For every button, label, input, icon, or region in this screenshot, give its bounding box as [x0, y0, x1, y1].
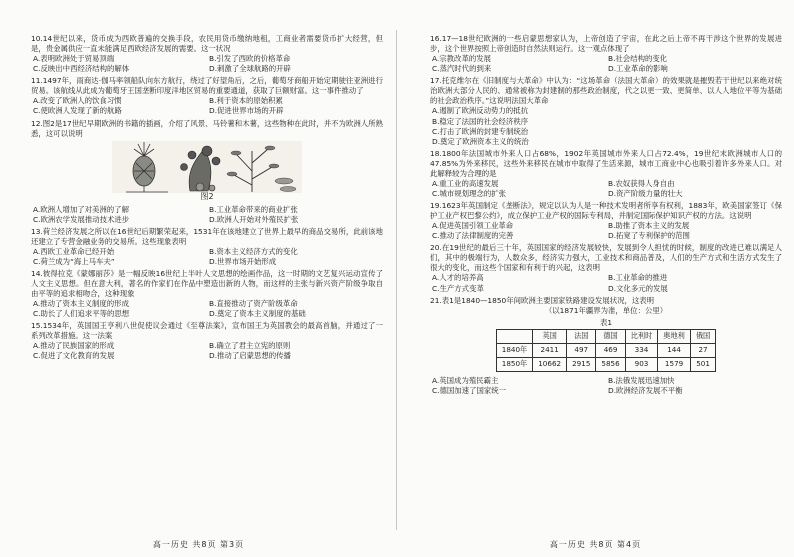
- page-footer: 高一历史 共8页 第3页: [152, 540, 245, 550]
- table-header-cell: 法国: [567, 329, 596, 343]
- option-d[interactable]: D.拓宽了专利保护的范围: [608, 231, 690, 241]
- option-c[interactable]: C.助长了人们追求平等的思想: [33, 309, 130, 319]
- table-cell: 497: [567, 343, 596, 357]
- table-cell: 27: [690, 343, 715, 357]
- table-header-cell: 比利时: [625, 329, 658, 343]
- table-cell: 10662: [533, 357, 567, 371]
- table-header-cell: 奥地利: [658, 329, 691, 343]
- option-b[interactable]: B.资本主义经济方式的变化: [209, 246, 298, 256]
- page-right: [397, 0, 794, 557]
- table-cell: 144: [658, 343, 691, 357]
- option-b[interactable]: B.直接推动了资产阶级革命: [209, 299, 298, 309]
- question-stem: 13.荷兰经济发展之所以在16世纪后期繁荣起来，1531年在该地建立了世界上最早的商品交易所，此前该地还建立了专营金融业务的交易所。这些现象表明: [31, 226, 383, 246]
- question-stem: 18.1800年法国城市外来人口占68%，1902年英国城市外来人口占72.4%，19世纪末欧洲城市人口的47.85%为外来移民，这些外来移民在城市中取得了生活来源，城市工商业中心也吸引着许多外来人口。对此解释较为合理的是: [430, 148, 782, 178]
- option-a[interactable]: A.表明欧洲处于贸易顶端: [33, 54, 115, 64]
- question-stem: 14.彼得拉克《蒙娜丽莎》是一幅反映16世纪上半叶人文思想的绘画作品，这一时期的文艺复兴运动宣传了人文主义思想。但在意大利，著名的作家们在作品中塑造出新的人物，而这样的主张与新兴资产阶级争取自由平等的追求相吻合，这种现象: [31, 268, 383, 298]
- option-c[interactable]: C.城市规划理念的扩张: [432, 188, 507, 198]
- question-11: [31, 76, 383, 116]
- question-stem: 19.1623年英国制定《垄断法》，规定以认为人是一种技术发明者所享有权利，1883年，欧美国家签订《保护工业产权巴黎公约》，成立保护工业产权的国际专利局，并制定国际保护知识产权的方法。这说明: [430, 201, 782, 221]
- question-12: [31, 119, 383, 225]
- option-d[interactable]: D.欧洲人开始对外殖民扩张: [209, 214, 299, 224]
- option-c[interactable]: C.荷兰成为“海上马车夫”: [33, 256, 115, 266]
- option-b[interactable]: B.助推了资本主义的发展: [608, 221, 690, 231]
- option-d[interactable]: D.促进世界市场的开辟: [209, 106, 284, 116]
- table-header-cell: 英国: [533, 329, 567, 343]
- option-a[interactable]: A.欧洲人增加了对美洲的了解: [33, 204, 129, 214]
- table-label: 表1: [599, 317, 613, 327]
- table-cell: 2915: [567, 357, 596, 371]
- option-a[interactable]: A.遏制了欧洲反动势力的抵抗: [432, 106, 528, 116]
- table-cell: 1850年: [496, 357, 532, 371]
- option-d[interactable]: D.资产阶级力量的壮大: [608, 188, 683, 198]
- question-stem: 16.17—18世纪欧洲的一些启蒙思想家认为，上帝创造了宇宙，在此之后上帝不再干涉这个世界的发展进步，这个世界按照上帝创造时自然法则运行。这一观点体现了: [430, 34, 782, 54]
- question-stem: 12.图2是17世纪早期欧洲的书籍的插画，介绍了风景、马铃薯和木薯，这些物种在此时，并不为欧洲人所熟悉，这可以说明: [31, 118, 383, 138]
- option-c[interactable]: C.打击了欧洲的封建专制统治: [432, 126, 529, 136]
- question-stem: 15.1534年，英国国王亨利八世促使议会通过《至尊法案》，宣布国王为英国教会的最高首脑，并通过了一系列改革措施。这一法案: [31, 321, 383, 341]
- table-cell: 5856: [596, 357, 625, 371]
- table-cell: 469: [596, 343, 625, 357]
- question-stem: 10.14世纪以来，货币成为西欧普遍的交换手段，农民用货币缴纳地租，工商业者需要货币扩大经营，但是，贵金属供应一直未能满足西欧经济发展的需要。这一状况: [31, 34, 383, 54]
- railway-table: [496, 329, 717, 372]
- option-b[interactable]: B.确立了君主立宪的原则: [209, 341, 291, 351]
- question-19: [430, 201, 782, 241]
- question-13: [31, 227, 383, 267]
- option-c[interactable]: C.蒸汽时代的到来: [432, 64, 492, 74]
- option-d[interactable]: D.欧洲经济发展不平衡: [608, 385, 683, 395]
- question-stem: 17.托克维尔在《旧制度与大革命》中认为：“这场革命（法国大革命）的效果就是摧毁若干世纪以来绝对统治欧洲大部分人民的、通常被称为封建制的那些政治制度，代之以更一致、更简单、以人人地位平等为基础的社会政治秩序。”这说明法国大革命: [430, 76, 782, 106]
- option-a[interactable]: A.英国成为殖民霸主: [432, 375, 499, 385]
- option-c[interactable]: C.推动了法律制度的完善: [432, 231, 514, 241]
- option-d[interactable]: D.文化多元的发展: [608, 283, 668, 293]
- question-20: [430, 243, 782, 293]
- option-d[interactable]: D.奠定了资本主义制度的基础: [209, 309, 306, 319]
- option-a[interactable]: A.重工业的高速发展: [432, 178, 499, 188]
- option-d[interactable]: D.奠定了欧洲资本主义的统治: [432, 136, 529, 146]
- option-c[interactable]: C.欧洲农学发展推动技术进步: [33, 214, 130, 224]
- page-footer: 高一历史 共8页 第4页: [549, 540, 642, 550]
- option-d[interactable]: D.世界市场开始形成: [209, 256, 277, 266]
- option-d[interactable]: D.刺激了全球航路的开辟: [209, 64, 291, 74]
- question-stem: 11.1497年，雨商达·伽马率领船队向东方航行，绕过了好望角后，之后，葡萄牙商船开始定期驶往亚洲进行贸易。该航线从此成为葡萄牙王国垄断印度洋地区贸易的重要通道，获取了巨额财富。这一事件推动了: [31, 76, 383, 96]
- figure-caption: 图2: [200, 191, 214, 201]
- option-a[interactable]: A.促进英国引领工业革命: [432, 221, 514, 231]
- question-stem: 20.在19世纪的最后三十年，英国国家的经济发展较快，发展到令人担忧的时候，制度的改进已难以满足人们，其中的极端行为，人数众多，经济实力强大，工业技术和商品普及，人们的生产方式和生活方式发生了很大的变化，而这些个国家和有利于的兴起，这表明: [430, 243, 782, 273]
- option-b[interactable]: B.工业革命带来的商业扩张: [209, 204, 298, 214]
- option-a[interactable]: A.推动了民族国家的形成: [33, 341, 115, 351]
- option-a[interactable]: A.推动了资本主义制度的形成: [33, 299, 129, 309]
- figure-2-illustration: [31, 141, 383, 193]
- question-stem: 21.表1是1840—1850年间欧洲主要国家铁路建设发展状况，这表明: [430, 295, 655, 305]
- option-b[interactable]: B.法俄发展迅速加快: [608, 375, 675, 385]
- right-column: [430, 34, 782, 398]
- table-cell: 334: [625, 343, 658, 357]
- table-cell: 2411: [533, 343, 567, 357]
- table-cell: 501: [690, 357, 715, 371]
- option-d[interactable]: D.推动了启蒙思想的传播: [209, 351, 291, 361]
- question-10: [31, 34, 383, 74]
- table-row: [496, 343, 716, 357]
- option-a[interactable]: A.宗教改革的发展: [432, 54, 492, 64]
- option-d[interactable]: D.工业革命的影响: [608, 64, 668, 74]
- option-b[interactable]: B.引发了西欧的价格革命: [209, 54, 291, 64]
- option-a[interactable]: A.改变了欧洲人的饮食习惯: [33, 96, 122, 106]
- option-c[interactable]: C.德国加速了国家统一: [432, 385, 507, 395]
- table-header-row: [496, 329, 716, 343]
- table-caption: （以1871年疆界为准，单位：公里）: [544, 305, 668, 315]
- question-16: [430, 34, 782, 74]
- table-cell: 1840年: [496, 343, 532, 357]
- option-b[interactable]: B.农奴获得人身自由: [608, 178, 675, 188]
- table-header-cell: [496, 329, 532, 343]
- option-b[interactable]: B.工业革命的推进: [608, 273, 668, 283]
- table-cell: 903: [625, 357, 658, 371]
- option-b[interactable]: B.利于资本的原始积累: [209, 96, 283, 106]
- option-a[interactable]: A.人才的培养高: [432, 273, 484, 283]
- table-header-cell: 俄国: [690, 329, 715, 343]
- table-header-cell: 德国: [596, 329, 625, 343]
- question-17: [430, 76, 782, 146]
- table-row: [496, 357, 716, 371]
- option-c[interactable]: C.使欧洲人发现了新的航路: [33, 106, 122, 116]
- question-14: [31, 269, 383, 319]
- option-c[interactable]: C.反映出中西经济结构的解体: [33, 64, 130, 74]
- option-b[interactable]: B.社会结构的变化: [608, 54, 668, 64]
- option-c[interactable]: C.促进了文化教育的发展: [33, 351, 115, 361]
- left-column: [31, 34, 383, 363]
- question-15: [31, 321, 383, 361]
- option-c[interactable]: C.生产方式变革: [432, 283, 484, 293]
- option-a[interactable]: A.西欧工业革命已经开始: [33, 246, 115, 256]
- question-21: [430, 296, 782, 396]
- option-b[interactable]: B.稳定了法国的社会经济秩序: [432, 116, 529, 126]
- table-cell: 1579: [658, 357, 691, 371]
- question-18: [430, 149, 782, 199]
